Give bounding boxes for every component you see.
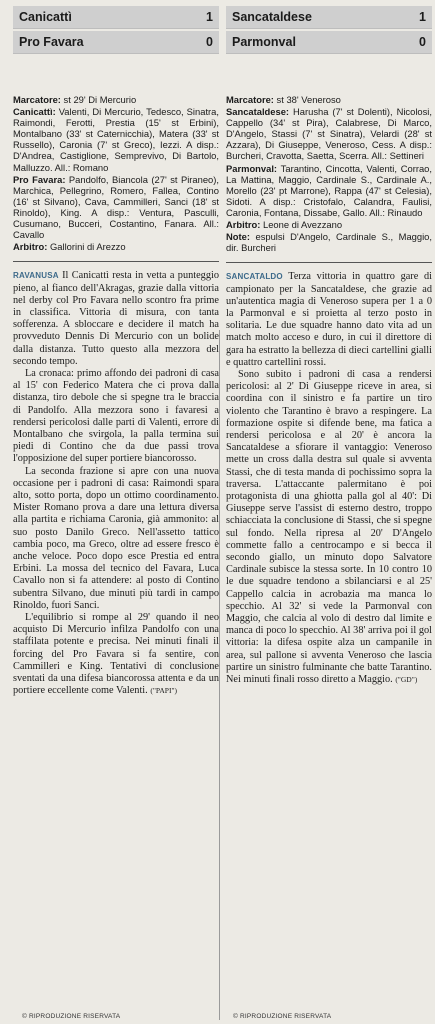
team-goals: 1 bbox=[206, 10, 213, 24]
article-paragraph: La cronaca: primo affondo dei padroni di casa al 15' con Federico Matera che ci prova dalla distanza, tiro debole che si spegne tra le braccia di Pandolfo. Alla mezzora sono i favaresi a rendersi pericolosi dalle parti di Valenti, errore di Montalbano che svirgola, la palla termina sui piedi di Contino che da due passi trova l'opposizione del super portiere biancorosso. bbox=[13, 367, 219, 465]
detail-away-lineup: Parmonval: Tarantino, Cincotta, Valenti, Corrao, La Mattina, Maggio, Cardinale S., Cardinale A., Morello (23' pt Marrone), Rappa (47' st Celesia), Sidoti. A disp.: Cristofalo, Calandra, Faulisi, Caronia, Fontana, Dissabe, Gallo. All.: Rinaudo bbox=[226, 162, 432, 218]
detail-away-lineup: Pro Favara: Pandolfo, Biancola (27' st Piraneo), Marchica, Pellegrino, Romero, Fallea, Contino (16' st Silvano), Cava, Cammilleri, Sanci (18' st Rinoldo), King. A disp.: Ventura, Pasculli, Cusumano, Bucceri, Costantino, Fanara. All.: Cavallo bbox=[13, 173, 219, 241]
article-paragraph: SANCATALDO Terza vittoria in quattro gare di campionato per la Sancataldese, che grazie ad un'autentica magia di Veneroso supera per 1 a 0 la Parmonval e si proietta al terzo posto in solitaria. Le due squadre hanno dato vita ad un match molto acceso e duro, in cui il direttore di gara ha estratto la bellezza di dieci cartellini gialli e quattro cartellini rossi. bbox=[226, 271, 432, 368]
dateline: RAVANUSA bbox=[13, 271, 59, 281]
article-body bbox=[226, 271, 432, 686]
team-goals: 1 bbox=[419, 10, 426, 24]
article-paragraph: La seconda frazione si apre con una nuova occasione per i padroni di casa: Raimondi spara alto, sotto porta, dopo un ottimo coordinamento. Mister Romano prova a dare una lettura diversa alla partita e richiama Caronia, già ammonito: al suo posto Danilo Greco. Nell'assetto tattico cambia poco, ma Greco, oltre ad essere fresco è anche veloce. Poco dopo esce Prestia ed entra Erbini. La mossa del tecnico del Favara, Luca Cavallo non si fa attendere: al posto di Contino subentra Silvano, due minuti più tardi in campo Rinoldo, fuori Sanci. bbox=[13, 465, 219, 611]
detail-home-lineup: Sancataldese: Harusha (7' st Dolenti), Nicolosi, Cappello (34' st Pira), Calabrese, Di Marco, D'Angelo, Stassi (7' st Sinatra), Velardi (28' st Azzara), Di Giuseppe, Veneroso, Cess. A disp.: Burcheri, Cravotta, Saetta, Scerra. All.: Settineri bbox=[226, 106, 432, 162]
team-goals: 0 bbox=[419, 35, 426, 49]
score-row-away bbox=[226, 31, 432, 54]
copyright-note: © RIPRODUZIONE RISERVATA bbox=[22, 1013, 121, 1020]
divider bbox=[226, 262, 432, 263]
match-details bbox=[226, 94, 432, 253]
author-signature: ("PAPI") bbox=[150, 686, 178, 696]
article-body bbox=[13, 270, 219, 697]
match-details bbox=[13, 94, 219, 252]
detail-notes: Note: espulsi D'Angelo, Cardinale S., Maggio, dir. Burcheri bbox=[226, 231, 432, 254]
column-divider bbox=[219, 330, 220, 1020]
team-name: Sancataldese bbox=[232, 10, 312, 24]
team-name: Canicattì bbox=[19, 10, 72, 24]
detail-home-lineup: Canicattì: Valenti, Di Mercurio, Tedesco, Sinatra, Raimondi, Ferotti, Prestia (15' st Erbini), Montalbano (33' st Caternicchia), Matera (33' st Russello), Caronia (7' st Greco), Iezzi. A disp.: D'Andrea, Castiglione, Semprevivo, Di Bartolo, Malluzzo. All.: Romano bbox=[13, 106, 219, 173]
dateline: SANCATALDO bbox=[226, 272, 283, 282]
article-paragraph: L'equilibrio si rompe al 29' quando il neo acquisto Di Mercurio infilza Pandolfo con una staffilata potente e precisa. Nei minuti finali il forcing del Pro Favara si fa sentire, con Cammilleri e King. Tentativi di conclusione sventati da una difesa biancorossa attenta e da un portiere eccellente come Valenti. ("PAPI") bbox=[13, 612, 219, 697]
detail-scorer: Marcatore: st 29' Di Mercurio bbox=[13, 94, 137, 105]
article-paragraph: RAVANUSA Il Canicattì resta in vetta a punteggio pieno, al fianco dell'Akragas, grazie dalla vittoria nel derby col Pro Favara nello scontro fra prime in classifica. Vittoria di misura, con tanta sofferenza. A sbloccare e decidere il match ha provveduto Dennis Di Mercurio con un bolide dalla distanza. Tutto questo alla mezzora del secondo tempo. bbox=[13, 270, 219, 367]
detail-scorer: Marcatore: st 38' Veneroso bbox=[226, 94, 341, 105]
score-row-away bbox=[13, 31, 219, 54]
author-signature: ("GD") bbox=[395, 675, 418, 685]
copyright-note: © RIPRODUZIONE RISERVATA bbox=[233, 1013, 332, 1020]
team-name: Parmonval bbox=[232, 35, 296, 49]
detail-referee: Arbitro: Leone di Avezzano bbox=[226, 219, 343, 231]
divider bbox=[13, 261, 219, 262]
detail-referee: Arbitro: Gallorini di Arezzo bbox=[13, 241, 126, 253]
team-goals: 0 bbox=[206, 35, 213, 49]
team-name: Pro Favara bbox=[19, 35, 84, 49]
score-row-home bbox=[226, 6, 432, 29]
right-column bbox=[226, 6, 432, 686]
left-column bbox=[13, 6, 219, 697]
score-row-home bbox=[13, 6, 219, 29]
article-paragraph: Sono subito i padroni di casa a rendersi pericolosi: al 2' Di Giuseppe riceve in area, si coordina con il sinistro e fa partire un tiro violento che Tarantino è bravo a respingere. La formazione ospite si difende bene, ma fatica a rendersi pericolosa e al 20' è ancora la Sancataldese a sfiorare il vantaggio: Veneroso mette un cross dalla destra sul quale si avventa Stassi, che di testa manda di pochissimo sopra la traversa. L'attaccante palermitano è poi protagonista di una ghiotta palla gol al 40': Di Giuseppe serve l'assist di esterno destro, troppo schiacciata la conclusione di Stassi, che si spegne sul fondo. Nella ripresa al 20' D'Angelo commette fallo a centrocampo e si becca il secondo giallo, un minuto dopo Salvatore Cardinale subisce la stessa sorte. In 10 contro 10 le due squadre tendono a sbilanciarsi e al 25' Cappello calcia in acrobazia ma manca lo specchio. Al 32' si vede la Parmonval con Maggio, che calcia al volo di destro dal limite e manca di poco lo specchio. Al 38' arriva poi il gol vittoria: la difesa ospite alza un campanile in area, sul pallone si avventa Veneroso che lascia partire un sinistro fulminante che batte Tarantino. Nei minuti finali rosso diretto a Maggio. ("GD") bbox=[226, 368, 432, 686]
